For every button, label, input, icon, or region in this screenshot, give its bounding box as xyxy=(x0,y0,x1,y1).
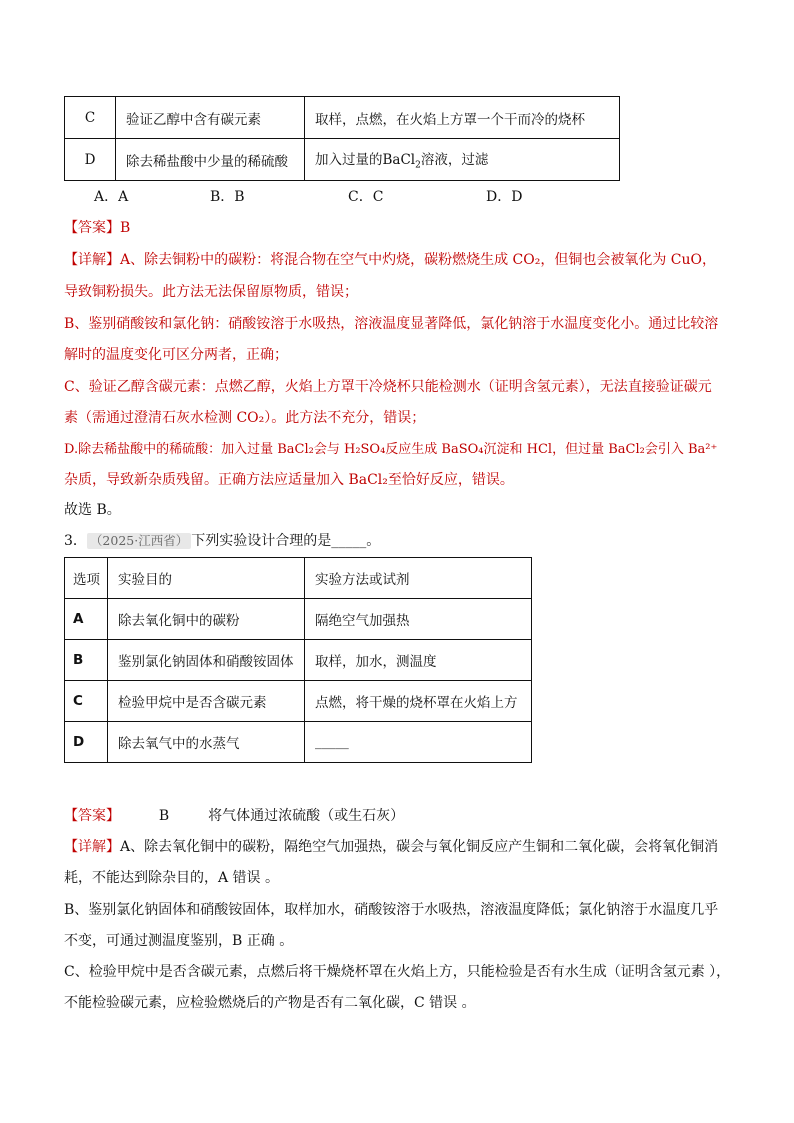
experiment-method: 隔绝空气加强热 xyxy=(305,599,532,640)
explanation-line: C、检验甲烷中是否含碳元素，点燃后将干燥烧杯罩在火焰上方，只能检验是否有水生成（证明含氢元素 ）， xyxy=(64,964,731,980)
explanation-line: 导致铜粉损失。此方法无法保留原物质，错误； xyxy=(64,284,358,300)
option-a: A．A xyxy=(94,189,129,205)
detail-tag: 【详解】 xyxy=(64,839,120,855)
option-label: A xyxy=(65,599,108,640)
option-label: C xyxy=(65,681,108,722)
table-row xyxy=(65,681,532,722)
table-prev-question xyxy=(64,96,620,181)
experiment-goal: 除去氧化铜中的碳粉 xyxy=(108,599,305,640)
answer-tag: 【答案】 xyxy=(64,808,120,824)
answer-tag: 【答案】 xyxy=(64,220,120,236)
table-row xyxy=(65,97,620,139)
experiment-method: 取样，加水，测温度 xyxy=(305,640,532,681)
experiment-method: 加入过量的BaCl$_2$溶液，过滤 xyxy=(305,139,620,181)
experiment-goal: 除去稀盐酸中少量的稀硫酸 xyxy=(116,139,305,181)
column-header: 实验方法或试剂 xyxy=(305,558,532,599)
option-c: C．C xyxy=(348,189,384,205)
experiment-table xyxy=(64,557,532,763)
table-row xyxy=(65,640,532,681)
option-label: D xyxy=(65,139,116,181)
explanation-line: 【详解】A、除去铜粉中的碳粉：将混合物在空气中灼烧，碳粉燃烧生成 CO₂，但铜也会被氧化为 CuO， xyxy=(64,252,717,268)
option-label: C xyxy=(65,97,116,139)
experiment-goal: 验证乙醇中含有碳元素 xyxy=(116,97,305,139)
experiment-method: 取样，点燃，在火焰上方罩一个干而冷的烧杯 xyxy=(305,97,620,139)
option-label: D xyxy=(65,722,108,763)
experiment-goal: 检验甲烷中是否含碳元素 xyxy=(108,681,305,722)
explanation-line: 不能检验碳元素，应检验燃烧后的产物是否有二氧化碳，C 错误 。 xyxy=(64,995,476,1011)
explanation-line: D.除去稀盐酸中的稀硫酸：加入过量 BaCl₂会与 H₂SO₄反应生成 BaSO₄沉淀和 HCl，但过量 BaCl₂会引入 Ba²⁺ xyxy=(64,442,718,457)
experiment-method: _____ xyxy=(305,722,532,763)
experiment-method: 点燃，将干燥的烧杯罩在火焰上方 xyxy=(305,681,532,722)
table-row xyxy=(65,722,532,763)
experiment-goal: 鉴别氯化钠固体和硝酸铵固体 xyxy=(108,640,305,681)
answer-blank: _____ xyxy=(331,533,367,549)
column-header: 实验目的 xyxy=(108,558,305,599)
question-number: 3． xyxy=(64,533,87,549)
option-d: D．D xyxy=(486,189,523,205)
explanation-line: C、验证乙醇含碳元素：点燃乙醇，火焰上方罩干冷烧杯只能检测水（证明含氢元素），无法直接验证碳元 xyxy=(64,379,712,395)
answer-value: B xyxy=(158,808,170,824)
answer-value: B xyxy=(120,220,131,236)
column-header: 选项 xyxy=(65,558,108,599)
table-header-row xyxy=(65,558,532,599)
explanation-line: 耗，不能达到除杂目的，A 错误 。 xyxy=(64,870,280,886)
answer-value: 将气体通过浓硫酸（或生石灰） xyxy=(208,808,405,824)
detail-tag: 【详解】 xyxy=(64,252,120,268)
conclusion: 故选 B。 xyxy=(64,502,121,518)
explanation-line: B、鉴别硝酸铵和氯化钠：硝酸铵溶于水吸热，溶液温度显著降低，氯化钠溶于水温度变化小。通过比较溶 xyxy=(64,316,719,332)
explanation-line: 解时的温度变化可区分两者，正确； xyxy=(64,347,288,363)
option-b: B．B xyxy=(210,189,245,205)
explanation-line: B、鉴别氯化钠固体和硝酸铵固体，取样加水，硝酸铵溶于水吸热，溶液温度降低；氯化钠溶于水温度几乎 xyxy=(64,902,719,918)
explanation-line: 素（需通过澄清石灰水检测 CO₂）。此方法不充分，错误； xyxy=(64,410,426,426)
question-stem: 3． （2025·江西省） 下列实验设计合理的是_____。 xyxy=(64,533,381,549)
explanation-line: 不变，可通过测温度鉴别，B 正确 。 xyxy=(64,933,294,949)
experiment-goal: 除去氧气中的水蒸气 xyxy=(108,722,305,763)
explanation-line: 【详解】A、除去氧化铜中的碳粉，隔绝空气加强热，碳会与氧化铜反应产生铜和二氧化碳，会将氧化铜消 xyxy=(64,839,719,855)
answer-line xyxy=(64,218,130,238)
explanation-line: 杂质，导致新杂质残留。正确方法应适量加入 BaCl₂至恰好反应，错误。 xyxy=(64,472,514,488)
table-row xyxy=(65,599,532,640)
source-tag: （2025·江西省） xyxy=(87,533,191,549)
option-label: B xyxy=(65,640,108,681)
table-row xyxy=(65,139,620,181)
answer-line xyxy=(64,806,404,826)
